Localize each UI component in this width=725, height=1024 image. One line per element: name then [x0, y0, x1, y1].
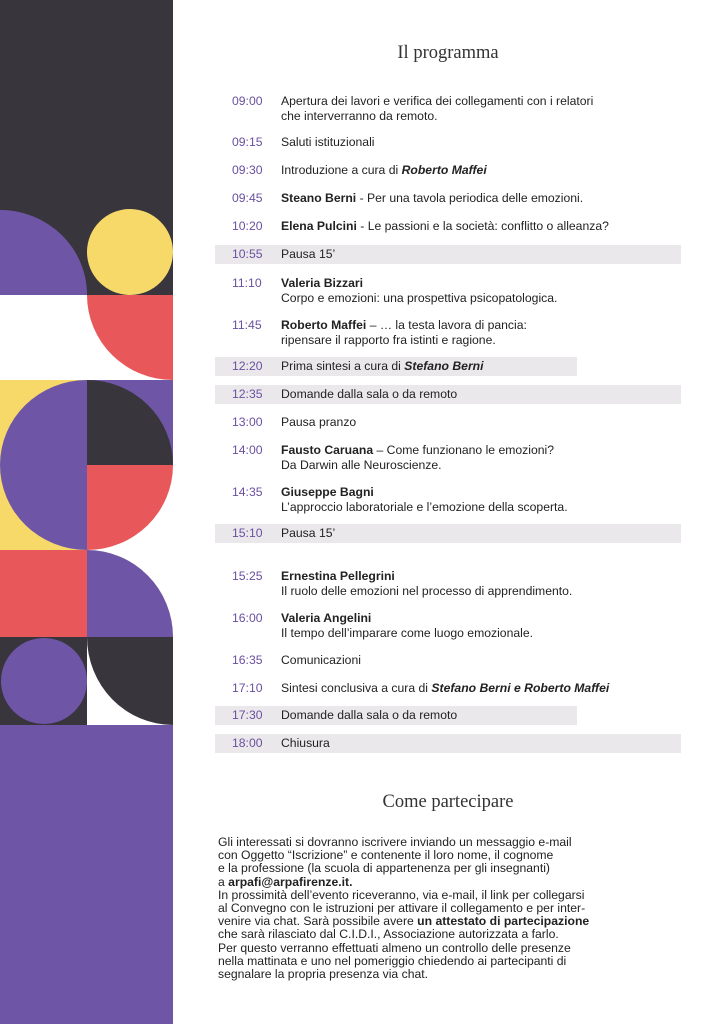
entry: Domande dalla sala o da remoto: [281, 708, 458, 722]
time: 09:00: [232, 94, 263, 108]
time: 17:30: [232, 708, 263, 722]
participate-title: Come partecipare: [382, 792, 514, 812]
time: 12:35: [232, 387, 263, 401]
program-title: Il programma: [397, 43, 499, 63]
time: 10:20: [232, 219, 263, 233]
entry: Saluti istituzionali: [281, 135, 375, 149]
schedule-row-1800: [215, 734, 681, 753]
entry: Pausa 15’: [281, 526, 336, 540]
entry: Chiusura: [281, 736, 330, 750]
time: 09:45: [232, 191, 263, 205]
time: 15:25: [232, 569, 263, 583]
entry: Ernestina Pellegrini Il ruolo delle emozioni nel processo di apprendimento.: [281, 569, 573, 598]
schedule-row-0900: [215, 92, 594, 123]
time: 18:00: [232, 736, 263, 750]
schedule-row-1635: [215, 651, 361, 670]
contact-email: arpafi@arpafirenze.it.: [228, 874, 353, 889]
entry: Domande dalla sala o da remoto: [281, 387, 458, 401]
dark-block-top: [0, 0, 173, 210]
entry: Sintesi conclusiva a cura di Stefano Berni e Roberto Maffei: [281, 681, 610, 695]
schedule-row-1730: [215, 706, 577, 725]
entry: Elena Pulcini - Le passioni e la società: conflitto o alleanza?: [281, 219, 609, 233]
schedule-row-1525: [215, 567, 573, 598]
schedule-row-1435: [215, 483, 568, 514]
time: 09:15: [232, 135, 263, 149]
time: 13:00: [232, 415, 263, 429]
schedule-row-1145: [215, 316, 527, 347]
time: 09:30: [232, 163, 263, 177]
time: 17:10: [232, 681, 263, 695]
schedule-row-1300: [215, 413, 356, 432]
yellow-circle: [87, 209, 173, 295]
schedule-row-1710: [215, 679, 609, 698]
entry: Steano Berni - Per una tavola periodica delle emozioni.: [281, 191, 584, 205]
entry: Comunicazioni: [281, 653, 361, 667]
time: 16:00: [232, 611, 263, 625]
entry: Valeria Bizzari Corpo e emozioni: una prospettiva psicopatologica.: [281, 276, 558, 305]
schedule-row-1400: [215, 441, 554, 472]
schedule-row-0930: [215, 161, 487, 180]
entry: Apertura dei lavori e verifica dei collegamenti con i relatori che interverranno da remoto.: [281, 94, 594, 123]
time: 12:20: [232, 359, 263, 373]
schedule-row-1235: [215, 385, 681, 404]
time: 15:10: [232, 526, 263, 540]
entry: Valeria Angelini Il tempo dell’imparare come luogo emozionale.: [281, 611, 534, 640]
participate-text: Gli interessati si dovranno iscrivere inviando un messaggio e-mail con Oggetto “Iscrizione” e contenente il loro nome, il cognome e la professione (la scuola di appartenenza per gli insegnanti) a arpafi@arpafirenze.it. In prossimità dell’evento riceveranno, via e-mail, il link per collegarsi al Convegno con le istruzioni per attivare il collegamento e per inter- venire via chat. Sarà possibile avere un attestato di partecipazione che sarà rilasciato dal C.I.D.I., Associazione autorizzata a farlo. Per questo verranno effettuati almeno un controllo delle presenze nella mattinata e uno nel pomeriggio chiedendo ai partecipanti di segnalare la propria presenza via chat.: [218, 835, 590, 982]
schedule-row-1110: [215, 274, 558, 305]
time: 16:35: [232, 653, 263, 667]
schedule-row-1055: [215, 245, 681, 264]
time: 10:55: [232, 247, 263, 261]
schedule-row-0915: [215, 133, 374, 152]
time: 11:10: [232, 276, 262, 290]
time: 14:35: [232, 485, 263, 499]
entry: Fausto Caruana – Come funzionano le emozioni? Da Darwin alle Neuroscienze.: [281, 443, 554, 472]
schedule-row-1600: [215, 609, 534, 640]
time: 11:45: [232, 318, 262, 332]
entry: Giuseppe Bagni L’approccio laboratoriale e l’emozione della scoperta.: [281, 485, 568, 514]
entry: Roberto Maffei – … la testa lavora di pancia: ripensare il rapporto fra istinti e ragione.: [281, 318, 527, 347]
entry: Pausa pranzo: [281, 415, 357, 429]
decorative-geometric-column: [0, 0, 173, 1024]
purple-block-bottom: [0, 725, 173, 1024]
schedule-row-1510: [215, 524, 681, 543]
purple-circle: [1, 638, 87, 724]
entry: Pausa 15’: [281, 247, 336, 261]
schedule-row-1020: [215, 217, 609, 236]
time: 14:00: [232, 443, 263, 457]
schedule-row-0945: [215, 189, 583, 208]
entry: Prima sintesi a cura di Stefano Berni: [281, 359, 484, 373]
schedule-row-1220: [215, 357, 577, 376]
entry: Introduzione a cura di Roberto Maffei: [281, 163, 487, 177]
